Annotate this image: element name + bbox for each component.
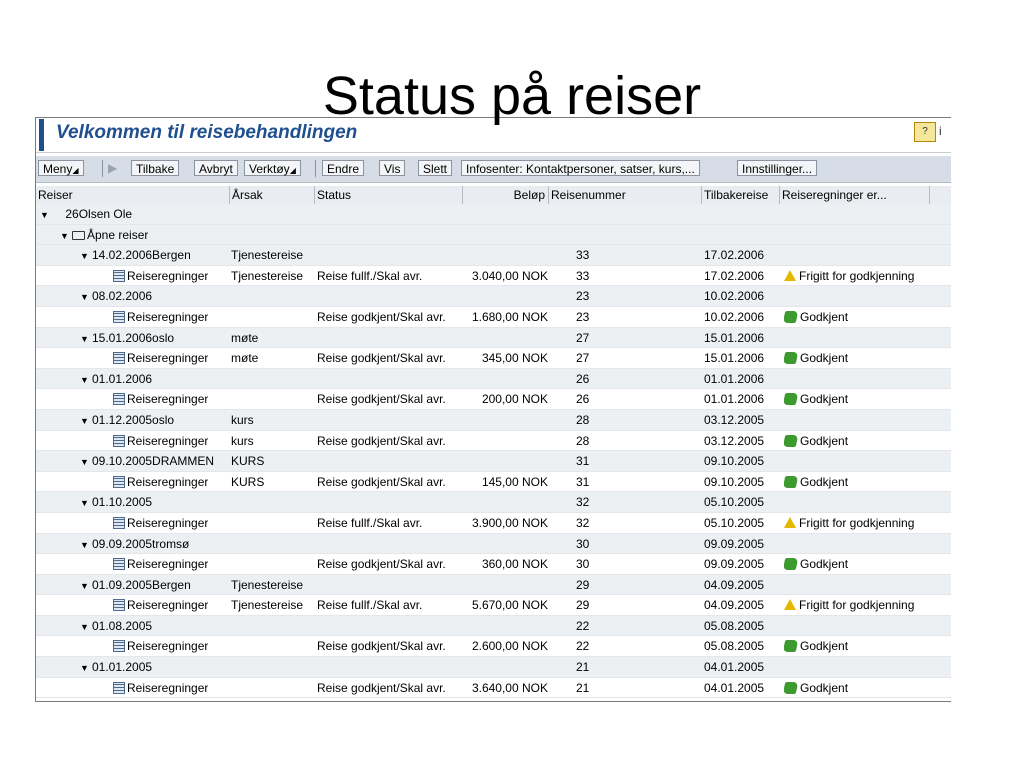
trip-number-cell: 31 [576, 454, 590, 469]
report-document-icon [113, 352, 125, 364]
trip-number-cell: 23 [576, 289, 590, 304]
amount-cell: 200,00 NOK [481, 392, 548, 407]
expense-report-row[interactable] [36, 636, 951, 657]
expand-triangle-icon[interactable]: ▼ [80, 621, 89, 632]
trip-number-cell: 29 [576, 577, 590, 592]
return-date-cell: 10.02.2006 [704, 289, 765, 304]
warning-triangle-icon [784, 270, 796, 281]
return-date-cell: 05.08.2005 [704, 618, 765, 633]
return-date-cell: 01.01.2006 [704, 392, 765, 407]
forward-arrow-icon[interactable]: ▶ [108, 161, 118, 175]
return-date-cell: 09.09.2005 [704, 557, 765, 572]
report-document-icon [113, 558, 125, 570]
trip-number-cell: 33 [576, 268, 590, 283]
trip-number-cell: 26 [576, 392, 590, 407]
trip-row[interactable] [36, 328, 951, 349]
trip-number-cell: 29 [576, 598, 590, 613]
report-state-cell: Godkjent [784, 307, 848, 327]
report-label-cell: Reiseregninger [113, 636, 208, 656]
reason-cell: Tjenestereise [231, 577, 304, 592]
expand-triangle-icon[interactable]: ▼ [80, 415, 89, 426]
amount-cell [456, 534, 548, 554]
report-label-cell: Reiseregninger [113, 678, 208, 698]
report-document-icon [113, 640, 125, 652]
amount-cell [456, 286, 548, 306]
view-button[interactable]: Vis [379, 160, 405, 176]
report-label-cell: Reiseregninger [113, 472, 208, 492]
report-document-icon [113, 270, 125, 282]
expense-report-row[interactable] [36, 389, 951, 410]
return-date-cell: 10.02.2006 [704, 309, 765, 324]
report-label-cell: Reiseregninger [113, 266, 208, 286]
report-state-cell: Godkjent [784, 554, 848, 574]
report-state-cell: Frigitt for godkjenning [784, 595, 914, 615]
trip-number-cell: 31 [576, 474, 590, 489]
table-header [36, 186, 951, 205]
slide-title: Status på reiser [322, 66, 702, 126]
approved-check-icon [784, 435, 798, 447]
trip-label-cell: ▼ 01.08.2005 [80, 616, 152, 636]
amount-cell [456, 431, 548, 451]
trip-label-cell: ▼ 01.01.2005 [80, 657, 152, 677]
report-document-icon [113, 311, 125, 323]
tree-row-folder[interactable] [36, 225, 951, 246]
approved-check-icon [784, 352, 798, 364]
report-state-cell: Godkjent [784, 431, 848, 451]
settings-button[interactable]: Innstillinger... [737, 160, 817, 176]
expand-triangle-icon[interactable]: ▼ [80, 457, 89, 468]
return-date-cell: 04.09.2005 [704, 577, 765, 592]
trip-row[interactable] [36, 534, 951, 555]
return-date-cell: 04.01.2005 [704, 660, 765, 675]
status-cell: Reise godkjent/Skal avr. [317, 309, 446, 324]
toolbar [36, 156, 951, 183]
report-state-cell: Frigitt for godkjenning [784, 513, 914, 533]
return-date-cell: 09.09.2005 [704, 536, 765, 551]
report-label-cell: Reiseregninger [113, 389, 208, 409]
report-state-cell: Godkjent [784, 472, 848, 492]
expand-triangle-icon[interactable]: ▼ [80, 292, 89, 303]
amount-cell: 360,00 NOK [481, 557, 548, 572]
expense-report-row[interactable] [36, 348, 951, 369]
amount-cell: 2.600,00 NOK [471, 639, 548, 654]
trip-number-cell: 27 [576, 330, 590, 345]
status-cell: Reise fullf./Skal avr. [317, 515, 423, 530]
return-date-cell: 09.10.2005 [704, 474, 765, 489]
trip-row[interactable] [36, 492, 951, 513]
trip-number-cell: 32 [576, 515, 590, 530]
report-state-cell: Frigitt for godkjenning [784, 266, 914, 286]
amount-cell: 3.640,00 NOK [471, 680, 548, 695]
approved-check-icon [784, 476, 798, 488]
approved-check-icon [784, 640, 798, 652]
status-cell: Reise fullf./Skal avr. [317, 268, 423, 283]
approved-check-icon [784, 682, 798, 694]
trip-number-cell: 27 [576, 351, 590, 366]
expense-report-row[interactable] [36, 266, 951, 287]
tools-button[interactable]: Verktøy◢ [244, 160, 301, 176]
expand-triangle-icon[interactable]: ▼ [80, 333, 89, 344]
expense-report-row[interactable] [36, 513, 951, 534]
expand-triangle-icon[interactable]: ▼ [80, 539, 89, 550]
trip-label-cell: ▼ 14.02.2006Bergen [80, 245, 191, 265]
return-date-cell: 03.12.2005 [704, 433, 765, 448]
amount-cell: 3.040,00 NOK [471, 268, 548, 283]
trip-row[interactable] [36, 575, 951, 596]
dropdown-arrow-icon: ◢ [289, 166, 296, 175]
column-header-arsak[interactable]: Årsak [230, 186, 315, 204]
expense-report-row[interactable] [36, 678, 951, 699]
report-label-cell: Reiseregninger [113, 431, 208, 451]
trip-number-cell: 23 [576, 309, 590, 324]
report-document-icon [113, 517, 125, 529]
amount-cell [456, 657, 548, 677]
status-cell: Reise godkjent/Skal avr. [317, 557, 446, 572]
report-document-icon [113, 476, 125, 488]
reason-cell: kurs [231, 433, 254, 448]
return-date-cell: 17.02.2006 [704, 268, 765, 283]
trip-row[interactable] [36, 369, 951, 390]
expand-triangle-icon[interactable]: ▼ [80, 374, 89, 385]
trip-row[interactable] [36, 245, 951, 266]
expand-triangle-icon[interactable]: ▼ [80, 663, 89, 674]
toolbar-separator [315, 160, 316, 177]
approved-check-icon [784, 393, 798, 405]
trip-label-cell: ▼ 01.12.2005oslo [80, 410, 174, 430]
toolbar-separator [102, 160, 103, 177]
reason-cell: Tjenestereise [231, 248, 304, 263]
report-label-cell: Reiseregninger [113, 595, 208, 615]
expense-report-row[interactable] [36, 595, 951, 616]
approved-check-icon [784, 311, 798, 323]
return-date-cell: 09.10.2005 [704, 454, 765, 469]
trip-row[interactable] [36, 451, 951, 472]
report-document-icon [113, 393, 125, 405]
return-date-cell: 01.01.2006 [704, 371, 765, 386]
reason-cell: Tjenestereise [231, 598, 304, 613]
status-cell: Reise godkjent/Skal avr. [317, 351, 446, 366]
expense-report-row[interactable] [36, 472, 951, 493]
column-header-reisenummer[interactable]: Reisenummer [549, 186, 702, 204]
trip-number-cell: 30 [576, 536, 590, 551]
info-center-button[interactable]: Infosenter: Kontaktpersoner, satser, kurs,... [461, 160, 700, 176]
trip-number-cell: 21 [576, 660, 590, 675]
edit-button[interactable]: Endre [322, 160, 364, 176]
trip-number-cell: 30 [576, 557, 590, 572]
column-header-belop[interactable]: Beløp [463, 186, 549, 204]
help-icon[interactable]: ? [914, 122, 936, 142]
expand-triangle-icon[interactable]: ▼ [40, 210, 49, 220]
delete-button[interactable]: Slett [418, 160, 452, 176]
approved-check-icon [784, 558, 798, 570]
amount-cell [456, 616, 548, 636]
column-header-status[interactable]: Status [315, 186, 463, 204]
amount-cell [456, 451, 548, 471]
reason-cell: møte [231, 351, 259, 366]
return-date-cell: 15.01.2006 [704, 351, 765, 366]
status-cell: Reise godkjent/Skal avr. [317, 474, 446, 489]
travel-app-window [35, 117, 951, 702]
status-cell: Reise fullf./Skal avr. [317, 598, 423, 613]
trip-label-cell: ▼ 09.09.2005tromsø [80, 534, 189, 554]
amount-cell: 145,00 NOK [481, 474, 548, 489]
trip-number-cell: 21 [576, 680, 590, 695]
amount-cell [456, 492, 548, 512]
dropdown-arrow-icon: ◢ [72, 166, 79, 175]
return-date-cell: 04.01.2005 [704, 680, 765, 695]
amount-cell: 3.900,00 NOK [471, 515, 548, 530]
status-cell: Reise godkjent/Skal avr. [317, 680, 446, 695]
return-date-cell: 04.09.2005 [704, 598, 765, 613]
reason-cell: møte [231, 330, 259, 345]
report-label-cell: Reiseregninger [113, 348, 208, 368]
return-date-cell: 17.02.2006 [704, 248, 765, 263]
trip-row[interactable] [36, 616, 951, 637]
amount-cell [456, 328, 548, 348]
amount-cell [456, 369, 548, 389]
reason-cell: kurs [231, 412, 254, 427]
report-label-cell: Reiseregninger [113, 554, 208, 574]
reason-cell: KURS [231, 454, 265, 469]
return-date-cell: 05.10.2005 [704, 515, 765, 530]
amount-cell [456, 410, 548, 430]
trip-label-cell: ▼ 01.09.2005Bergen [80, 575, 191, 595]
tree-row-person[interactable] [36, 204, 951, 225]
report-label-cell: Reiseregninger [113, 513, 208, 533]
trip-number-cell: 33 [576, 248, 590, 263]
status-cell: Reise godkjent/Skal avr. [317, 392, 446, 407]
trip-row[interactable] [36, 657, 951, 678]
report-state-cell: Godkjent [784, 636, 848, 656]
cancel-button[interactable]: Avbryt [194, 160, 238, 176]
amount-cell [456, 575, 548, 595]
report-document-icon [113, 435, 125, 447]
trip-label-cell: ▼ 01.10.2005 [80, 492, 152, 512]
column-header-reiser[interactable]: Reiser [36, 186, 230, 204]
expense-report-row[interactable] [36, 554, 951, 575]
reason-cell: Tjenestereise [231, 268, 304, 283]
trip-number-cell: 22 [576, 639, 590, 654]
amount-cell [456, 245, 548, 265]
column-header-tilbakereise[interactable]: Tilbakereise [702, 186, 780, 204]
warning-triangle-icon [784, 599, 796, 610]
tree-node-folder: ▼ Åpne reiser [60, 225, 148, 245]
reason-cell: KURS [231, 474, 265, 489]
column-header-reiseregninger[interactable]: Reiseregninger er... [780, 186, 930, 204]
trip-row[interactable] [36, 286, 951, 307]
report-document-icon [113, 599, 125, 611]
expand-triangle-icon[interactable]: ▼ [60, 230, 69, 241]
folder-icon [72, 231, 85, 240]
trip-number-cell: 28 [576, 412, 590, 427]
expand-triangle-icon[interactable]: ▼ [80, 251, 89, 262]
status-cell: Reise godkjent/Skal avr. [317, 433, 446, 448]
report-label-cell: Reiseregninger [113, 307, 208, 327]
expand-triangle-icon[interactable]: ▼ [80, 580, 89, 591]
tree-node-person: ▼ 26Olsen Ole [40, 204, 132, 224]
help-icon-tail: i [939, 124, 942, 138]
trip-number-cell: 22 [576, 618, 590, 633]
return-date-cell: 05.08.2005 [704, 639, 765, 654]
trip-label-cell: ▼ 01.01.2006 [80, 369, 152, 389]
trip-number-cell: 28 [576, 433, 590, 448]
expense-report-row[interactable] [36, 431, 951, 452]
trip-label-cell: ▼ 08.02.2006 [80, 286, 152, 306]
page-title: Velkommen til reisebehandlingen [56, 122, 358, 143]
trip-row[interactable] [36, 410, 951, 431]
amount-cell: 1.680,00 NOK [471, 309, 548, 324]
report-document-icon [113, 682, 125, 694]
warning-triangle-icon [784, 517, 796, 528]
trip-number-cell: 32 [576, 495, 590, 510]
expense-report-row[interactable] [36, 307, 951, 328]
amount-cell: 5.670,00 NOK [471, 598, 548, 613]
return-date-cell: 03.12.2005 [704, 412, 765, 427]
trip-label-cell: ▼ 09.10.2005DRAMMEN [80, 451, 214, 471]
return-date-cell: 05.10.2005 [704, 495, 765, 510]
travel-tree-table [36, 204, 951, 698]
trip-label-cell: ▼ 15.01.2006oslo [80, 328, 174, 348]
trip-number-cell: 26 [576, 371, 590, 386]
report-state-cell: Godkjent [784, 348, 848, 368]
back-button[interactable]: Tilbake [131, 160, 179, 176]
expand-triangle-icon[interactable]: ▼ [80, 498, 89, 509]
menu-button[interactable]: Meny◢ [38, 160, 84, 176]
return-date-cell: 15.01.2006 [704, 330, 765, 345]
report-state-cell: Godkjent [784, 389, 848, 409]
report-state-cell: Godkjent [784, 678, 848, 698]
amount-cell: 345,00 NOK [481, 351, 548, 366]
status-cell: Reise godkjent/Skal avr. [317, 639, 446, 654]
